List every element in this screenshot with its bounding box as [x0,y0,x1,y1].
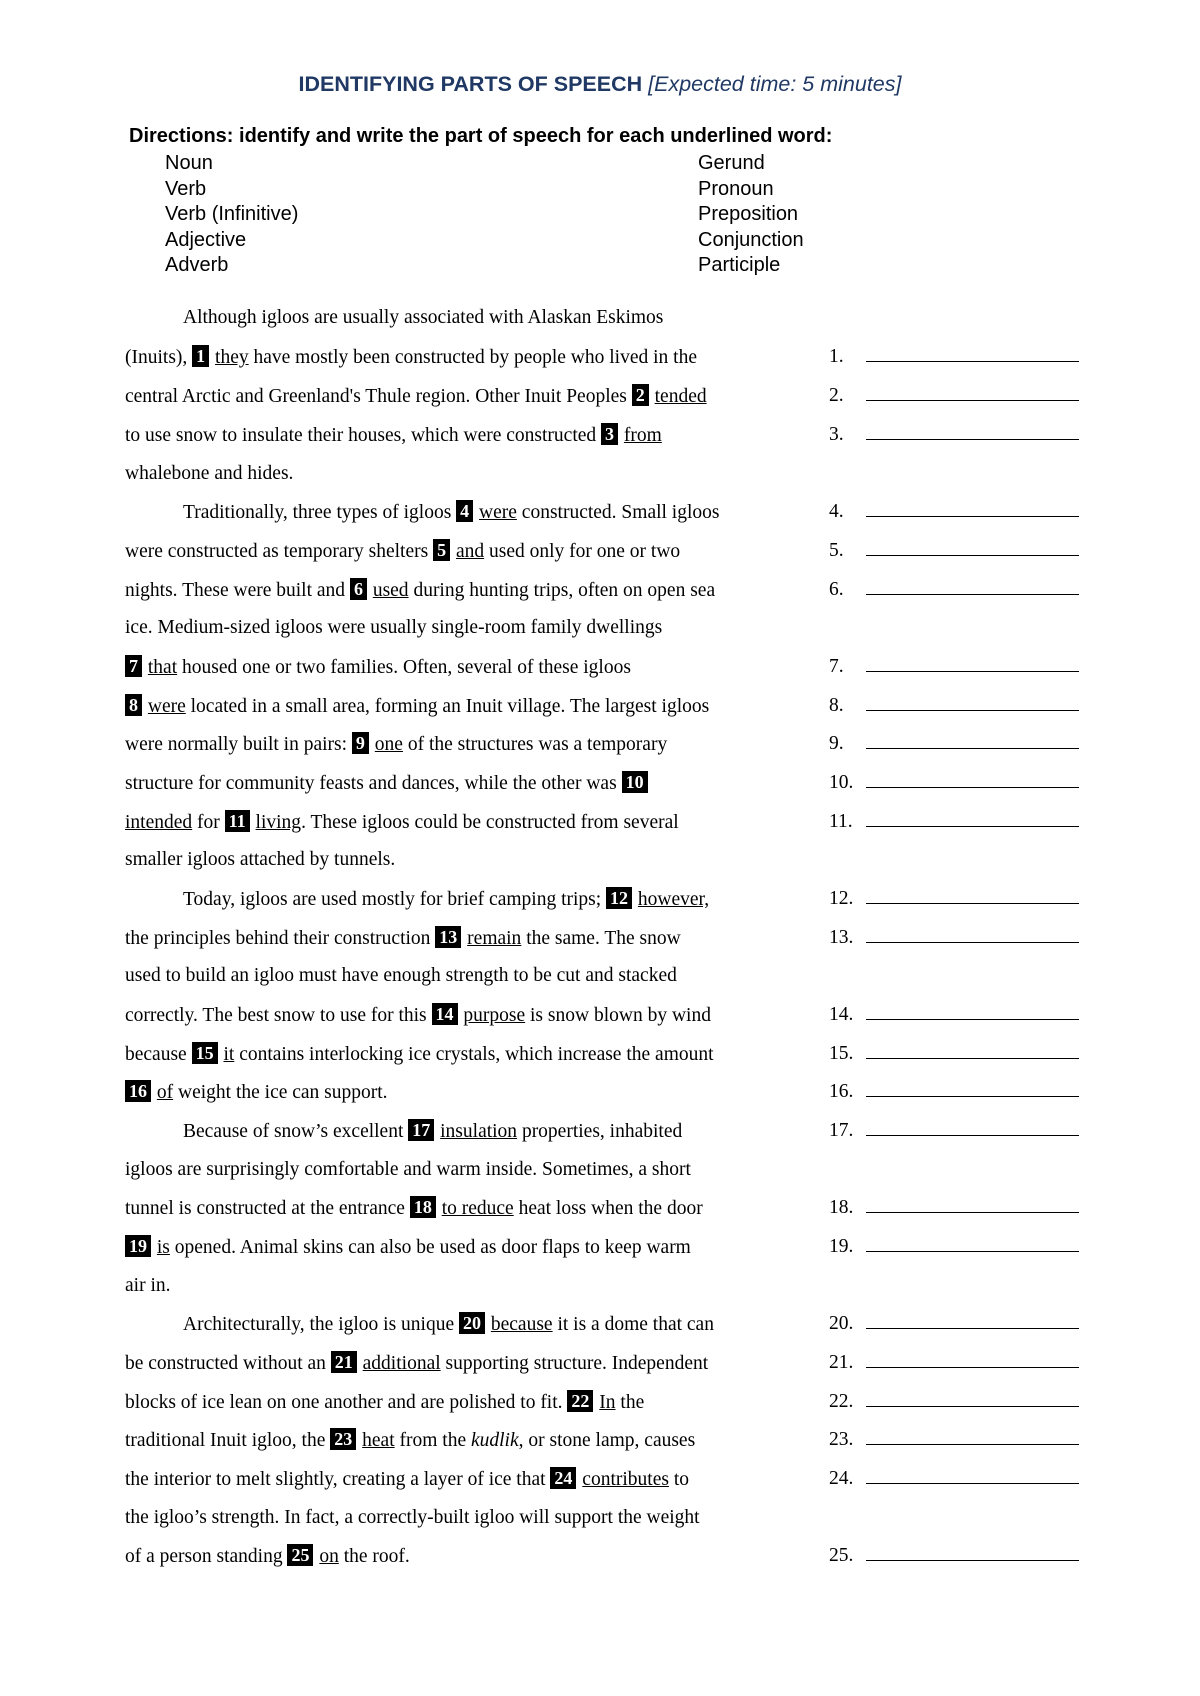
passage-line [183,887,883,912]
passage-line [125,655,825,680]
passage-text: the same. The snow [526,928,681,949]
passage-line [125,1042,825,1067]
answer-blank[interactable] [866,786,1079,788]
item-number-box: 2 [632,384,649,406]
underlined-word: to reduce [441,1198,514,1219]
passage-line [125,1467,825,1492]
answer-line[interactable] [829,578,1079,602]
passage-text: , or stone lamp, causes [518,1430,696,1451]
title-main: IDENTIFYING PARTS OF SPEECH [298,72,643,96]
answer-number: 15. [829,1043,854,1064]
answer-number: 5. [829,540,844,561]
item-number-box: 25 [287,1544,313,1566]
item-number-box: 9 [352,732,369,754]
answer-line[interactable] [829,1467,1079,1491]
underlined-word: however, [637,889,710,910]
answer-number: 2. [829,385,844,406]
answer-blank[interactable] [866,515,1079,517]
passage-text: supporting structure. Independent [445,1353,709,1374]
answer-blank[interactable] [866,902,1079,904]
answer-number: 10. [829,772,854,793]
title-expected-time: [Expected time: 5 minutes] [648,72,902,96]
passage-line [183,1119,883,1144]
passage-text: nights. These were built and [125,580,346,601]
item-number-box: 8 [125,694,142,716]
answer-blank[interactable] [866,1405,1079,1407]
underlined-word: heat [362,1430,395,1451]
passage-text: it is a dome that can [557,1314,714,1335]
answer-number: 4. [829,501,844,522]
passage-line [125,964,825,988]
passage-line [125,345,825,370]
passage-text: the [620,1392,645,1413]
passage-line [125,1544,825,1569]
passage-text: igloos are surprisingly comfortable and warm inside. Sometimes, a short [125,1159,691,1180]
answer-blank[interactable] [866,1211,1079,1213]
passage-text: constructed. Small igloos [521,502,720,523]
underlined-word: of [156,1082,174,1103]
passage-text: were normally built in pairs: [125,734,348,755]
passage-text: properties, inhabited [521,1121,683,1142]
passage-text: whalebone and hides. [125,463,294,484]
passage-line [125,926,825,951]
answer-line[interactable] [829,694,1079,718]
underlined-word: they [215,347,249,368]
underlined-word: tended [654,386,707,407]
item-number-box: 1 [192,345,209,367]
answer-line[interactable] [829,810,1079,834]
passage-line [125,1080,825,1105]
passage-text: Today, igloos are used mostly for brief camping trips; [183,889,602,910]
answer-blank[interactable] [866,1482,1079,1484]
underlined-word: living [255,812,302,833]
passage-text: from the [399,1430,467,1451]
answer-number: 1. [829,346,844,367]
answer-blank[interactable] [866,825,1079,827]
passage-text: is snow blown by wind [530,1005,711,1026]
answer-line[interactable] [829,500,1079,524]
item-number-box: 15 [192,1042,218,1064]
passage-text: have mostly been constructed by people who lived in the [253,347,697,368]
passage-line [125,578,825,603]
answer-number: 9. [829,733,844,754]
answer-number: 7. [829,656,844,677]
answer-number: 20. [829,1313,854,1334]
passage-text: opened. Animal skins can also be used as door flaps to keep warm [174,1237,691,1258]
passage-text: the igloo’s strength. In fact, a correctly-built igloo will support the weight [125,1507,700,1528]
underlined-word: In [599,1392,616,1413]
passage-text: the principles behind their construction [125,928,431,949]
answer-line[interactable] [829,655,1079,679]
passage-text: Traditionally, three types of igloos [183,502,452,523]
item-number-box: 22 [567,1390,593,1412]
passage-text: Architecturally, the igloo is unique [183,1314,455,1335]
underlined-word: that [147,657,178,678]
passage-text: smaller igloos attached by tunnels. [125,849,396,870]
item-number-box: 20 [459,1312,485,1334]
passage-line [183,306,883,330]
answer-blank[interactable] [866,747,1079,749]
passage-text: to [673,1469,689,1490]
answer-line[interactable] [829,1042,1079,1066]
answer-blank[interactable] [866,1327,1079,1329]
answer-line[interactable] [829,1351,1079,1375]
passage-line [125,810,825,835]
italic-term: kudlik [470,1430,519,1451]
underlined-word: one [374,734,403,755]
passage-line [125,1506,825,1530]
answer-blank[interactable] [866,1134,1079,1136]
answer-number: 21. [829,1352,854,1373]
answer-number: 6. [829,579,844,600]
passage-text: because [125,1044,187,1065]
pos-item: Gerund [698,152,765,174]
underlined-word: on [319,1546,339,1567]
pos-item: Adverb [165,254,229,277]
item-number-box: 12 [606,887,632,909]
answer-line[interactable] [829,1235,1079,1259]
passage-line [125,1390,825,1415]
pos-item: Pronoun [698,177,774,200]
answer-line[interactable] [829,1196,1079,1220]
item-number-box: 19 [125,1235,151,1257]
passage-text: used only for one or two [489,541,681,562]
answer-number: 24. [829,1468,854,1489]
item-number-box: 13 [435,926,461,948]
passage-text: central Arctic and Greenland's Thule region. Other Inuit Peoples [125,386,627,407]
answer-blank[interactable] [866,438,1079,440]
item-number-box: 7 [125,655,142,677]
passage-text: correctly. The best snow to use for this [125,1005,427,1026]
underlined-word: it [223,1044,235,1065]
parts-of-speech-right [698,151,804,279]
answer-line[interactable] [829,926,1079,950]
item-number-box: 24 [550,1467,576,1489]
pos-item: Participle [698,254,781,277]
answer-blank[interactable] [866,1018,1079,1020]
answer-blank[interactable] [866,1559,1079,1561]
pos-item: Verb [165,177,207,200]
passage-text: structure for community feasts and dances, while the other was [125,773,617,794]
underlined-word: remain [467,928,522,949]
passage-line [125,771,825,796]
passage-line [125,1196,825,1221]
passage-text: traditional Inuit igloo, the [125,1430,326,1451]
passage-line [125,616,825,640]
answer-line[interactable] [829,384,1079,408]
passage-text: Although igloos are usually associated with Alaskan Eskimos [183,307,664,328]
answer-blank[interactable] [866,670,1079,672]
underlined-word: used [372,580,409,601]
answer-line[interactable] [829,1390,1079,1414]
underlined-word: contributes [582,1469,669,1490]
answer-line[interactable] [829,1312,1079,1336]
item-number-box: 10 [622,771,648,793]
passage-line [125,1235,825,1260]
answer-line[interactable] [829,1080,1079,1104]
answer-number: 17. [829,1120,854,1141]
answer-number: 25. [829,1545,854,1566]
answer-number: 19. [829,1236,854,1257]
answer-number: 16. [829,1081,854,1102]
answer-blank[interactable] [866,1057,1079,1059]
underlined-word: intended [125,812,193,833]
passage-text: during hunting trips, often on open sea [413,580,716,601]
passage-text: for [197,812,220,833]
answer-blank[interactable] [866,360,1079,362]
passage-text: the interior to melt slightly, creating a layer of ice that [125,1469,546,1490]
answer-line[interactable] [829,887,1079,911]
passage-line [125,1428,825,1453]
answer-blank[interactable] [866,1095,1079,1097]
answer-number: 23. [829,1429,854,1450]
answer-line[interactable] [829,771,1079,795]
item-number-box: 16 [125,1080,151,1102]
passage-line [125,848,825,872]
answer-number: 14. [829,1004,854,1025]
item-number-box: 6 [350,578,367,600]
passage-text: . These igloos could be constructed from several [301,812,679,833]
answer-blank[interactable] [866,554,1079,556]
pos-item: Conjunction [698,228,804,251]
answer-blank[interactable] [866,941,1079,943]
answer-line[interactable] [829,732,1079,756]
underlined-word: were [479,502,517,523]
answer-number: 18. [829,1197,854,1218]
item-number-box: 23 [330,1428,356,1450]
item-number-box: 3 [601,423,618,445]
pos-item: Adjective [165,228,247,251]
answer-number: 22. [829,1391,854,1412]
passage-line [125,539,825,564]
item-number-box: 18 [410,1196,436,1218]
passage-text: (Inuits), [125,347,188,368]
worksheet-title [0,72,1200,97]
passage-text: tunnel is constructed at the entrance [125,1198,405,1219]
pos-item: Noun [165,152,213,174]
passage-line [125,732,825,757]
underlined-word: insulation [440,1121,518,1142]
passage-text: air in. [125,1275,171,1296]
answer-blank[interactable] [866,1443,1079,1445]
passage-text: used to build an igloo must have enough strength to be cut and stacked [125,965,677,986]
answer-line[interactable] [829,1544,1079,1568]
passage-text: ice. Medium-sized igloos were usually single-room family dwellings [125,617,663,638]
answer-blank[interactable] [866,709,1079,711]
passage-text: of a person standing [125,1546,283,1567]
item-number-box: 5 [433,539,450,561]
answer-line[interactable] [829,423,1079,447]
answer-line[interactable] [829,1428,1079,1452]
passage-line [125,1351,825,1376]
underlined-word: additional [362,1353,441,1374]
underlined-word: and [455,541,485,562]
passage-text: of the structures was a temporary [407,734,668,755]
answer-blank[interactable] [866,399,1079,401]
underlined-word: is [156,1237,170,1258]
passage-line [125,694,825,719]
item-number-box: 14 [432,1003,458,1025]
item-number-box: 17 [408,1119,434,1141]
pos-item: Verb (Infinitive) [165,203,299,226]
passage-line [125,1158,825,1182]
passage-line [125,423,825,448]
answer-number: 3. [829,424,844,445]
parts-of-speech-left [165,151,298,279]
passage-text: blocks of ice lean on one another and are polished to fit. [125,1392,563,1413]
answer-number: 8. [829,695,844,716]
passage-line [125,462,825,486]
passage-text: located in a small area, forming an Inuit village. The largest igloos [190,696,710,717]
passage-text: were constructed as temporary shelters [125,541,429,562]
item-number-box: 21 [331,1351,357,1373]
passage-line [125,1274,825,1298]
underlined-word: purpose [463,1005,526,1026]
passage-text: to use snow to insulate their houses, which were constructed [125,425,597,446]
answer-blank[interactable] [866,593,1079,595]
answer-line[interactable] [829,1119,1079,1143]
directions: Directions: identify and write the part of speech for each underlined word: [129,125,833,147]
answer-line[interactable] [829,539,1079,563]
answer-number: 13. [829,927,854,948]
passage-text: be constructed without an [125,1353,326,1374]
answer-line[interactable] [829,345,1079,369]
underlined-word: were [147,696,186,717]
answer-line[interactable] [829,1003,1079,1027]
item-number-box: 4 [456,500,473,522]
passage-text: heat loss when the door [518,1198,703,1219]
passage-text: Because of snow’s excellent [183,1121,404,1142]
underlined-word: from [623,425,662,446]
underlined-word: because [490,1314,553,1335]
item-number-box: 11 [225,810,250,832]
passage-text: weight the ice can support. [178,1082,388,1103]
answer-blank[interactable] [866,1366,1079,1368]
pos-item: Preposition [698,203,799,226]
passage-text: the roof. [343,1546,410,1567]
passage-line [125,1003,825,1028]
passage-text: housed one or two families. Often, several of these igloos [182,657,631,678]
passage-text: contains interlocking ice crystals, which increase the amount [239,1044,714,1065]
answer-blank[interactable] [866,1250,1079,1252]
passage-line [183,1312,883,1337]
passage-line [183,500,883,525]
answer-number: 11. [829,811,853,832]
answer-number: 12. [829,888,854,909]
passage-line [125,384,825,409]
